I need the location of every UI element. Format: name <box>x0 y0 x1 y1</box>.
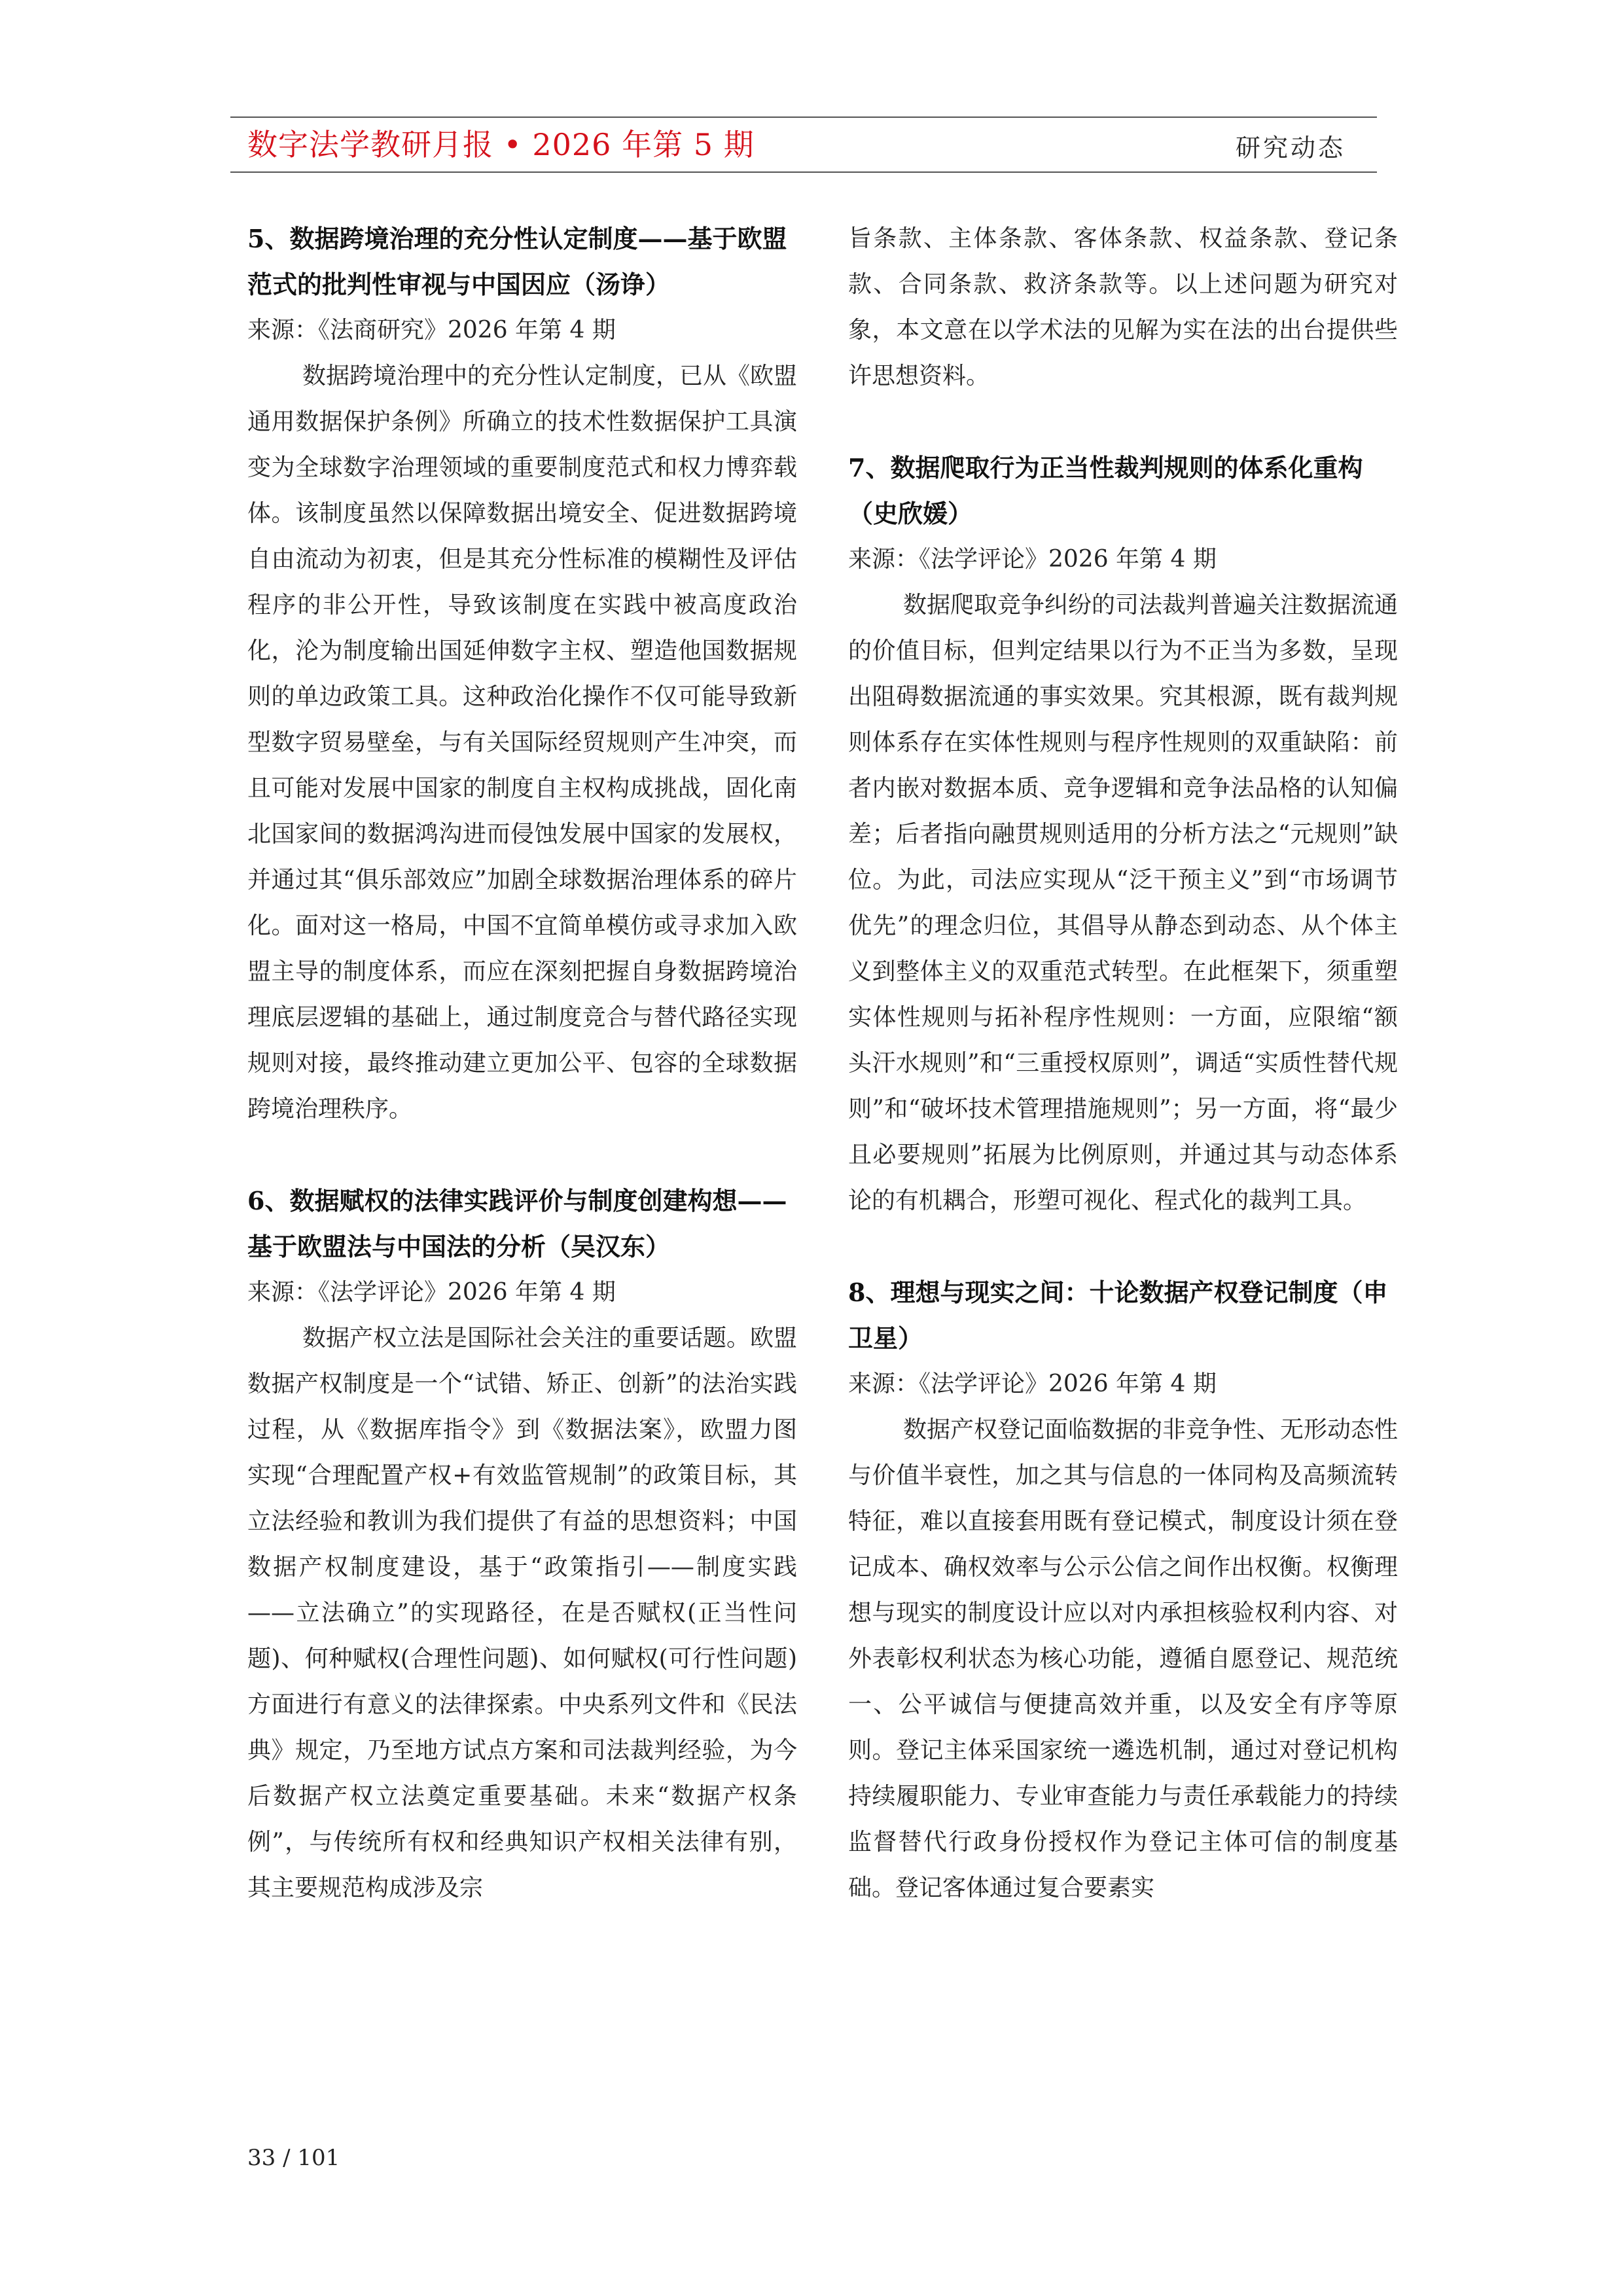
header-rule-bottom <box>230 171 1377 173</box>
page-number: 33 / 101 <box>247 2145 340 2171</box>
journal-title: 数字法学教研月报 • 2026 年第 5 期 <box>247 127 755 162</box>
header-rule-top <box>230 117 1377 118</box>
article-source: 来源：《法商研究》2026 年第 4 期 <box>247 317 616 344</box>
article-abstract: 数据产权登记面临数据的非竞争性、无形动态性与价值半衰性，加之其与信息的一体同构及高频流转特征，难以直接套用既有登记模式，制度设计须在登记成本、确权效率与公示公信之间作出权衡。权衡理想与现实的制度设计应以对内承担核验权利内容、对外表彰权利状态为核心功能，遵循自愿登记、规范统一、公平诚信与便捷高效并重，以及安全有序等原则。登记主体采国家统一遴选机制，通过对登记机构持续履职能力、专业审查能力与责任承载能力的持续监督替代行政身份授权作为登记主体可信的制度基础。登记客体通过复合要素实 <box>848 1416 1399 1901</box>
article-abstract: 数据产权立法是国际社会关注的重要话题。欧盟数据产权制度是一个“试错、矫正、创新”的法治实践过程，从《数据库指令》到《数据法案》，欧盟力图实现“合理配置产权+有效监管规制”的政策目标，其立法经验和教训为我们提供了有益的思想资料；中国数据产权制度建设，基于“政策指引——制度实践——立法确立”的实现路径，在是否赋权(正当性问题)、何种赋权(合理性问题)、如何赋权(可行性问题)方面进行有意义的法律探索。中央系列文件和《民法典》规定，乃至地方试点方案和司法裁判经验，为今后数据产权立法奠定重要基础。未来“数据产权条例”，与传统所有权和经典知识产权相关法律有别，其主要规范构成涉及宗 <box>247 1325 798 1901</box>
article-6-continued-text: 旨条款、主体条款、客体条款、权益条款、登记条款、合同条款、救济条款等。以上述问题为研究对象，本文意在以学术法的见解为实在法的出台提供些许思想资料。 <box>848 225 1398 389</box>
article-6 <box>247 1178 797 1911</box>
article-title: 8、理想与现实之间：十论数据产权登记制度（申卫星） <box>848 1278 1388 1353</box>
article-title: 5、数据跨境治理的充分性认定制度——基于欧盟范式的批判性审视与中国因应（汤诤） <box>247 224 787 299</box>
section-label: 研究动态 <box>1235 134 1346 162</box>
article-source: 来源：《法学评论》2026 年第 4 期 <box>247 1279 616 1306</box>
article-source: 来源：《法学评论》2026 年第 4 期 <box>848 1371 1217 1397</box>
article-5 <box>247 216 797 1132</box>
article-title: 7、数据爬取行为正当性裁判规则的体系化重构（史欣媛） <box>848 453 1363 528</box>
section-gap <box>848 1224 1398 1270</box>
article-7 <box>848 445 1398 1224</box>
article-abstract: 数据爬取竞争纠纷的司法裁判普遍关注数据流通的价值目标，但判定结果以行为不正当为多数，呈现出阻碍数据流通的事实效果。究其根源，既有裁判规则体系存在实体性规则与程序性规则的双重缺陷：前者内嵌对数据本质、竞争逻辑和竞争法品格的认知偏差；后者指向融贯规则适用的分析方法之“元规则”缺位。为此，司法应实现从“泛干预主义”到“市场调节优先”的理念归位，其倡导从静态到动态、从个体主义到整体主义的双重范式转型。在此框架下，须重塑实体性规则与拓补程序性规则：一方面，应限缩“额头汗水规则”和“三重授权原则”，调适“实质性替代规则”和“破坏技术管理措施规则”；另一方面，将“最少且必要规则”拓展为比例原则，并通过其与动态体系论的有机耦合，形塑可视化、程式化的裁判工具。 <box>848 592 1399 1214</box>
article-source: 来源：《法学评论》2026 年第 4 期 <box>848 546 1217 573</box>
article-8 <box>848 1270 1398 1911</box>
right-column <box>848 216 1398 1911</box>
article-abstract: 数据跨境治理中的充分性认定制度，已从《欧盟通用数据保护条例》所确立的技术性数据保护工具演变为全球数字治理领域的重要制度范式和权力博弈载体。该制度虽然以保障数据出境安全、促进数据跨境自由流动为初衷，但是其充分性标准的模糊性及评估程序的非公开性，导致该制度在实践中被高度政治化，沦为制度输出国延伸数字主权、塑造他国数据规则的单边政策工具。这种政治化操作不仅可能导致新型数字贸易壁垒，与有关国际经贸规则产生冲突，而且可能对发展中国家的制度自主权构成挑战，固化南北国家间的数据鸿沟进而侵蚀发展中国家的发展权，并通过其“俱乐部效应”加剧全球数据治理体系的碎片化。面对这一格局，中国不宜简单模仿或寻求加入欧盟主导的制度体系，而应在深刻把握自身数据跨境治理底层逻辑的基础上，通过制度竞合与替代路径实现规则对接，最终推动建立更加公平、包容的全球数据跨境治理秩序。 <box>247 363 798 1122</box>
section-gap <box>848 399 1398 445</box>
article-title: 6、数据赋权的法律实践评价与制度创建构想——基于欧盟法与中国法的分析（吴汉东） <box>247 1186 787 1261</box>
left-column <box>247 216 797 1911</box>
section-gap <box>247 1132 797 1178</box>
